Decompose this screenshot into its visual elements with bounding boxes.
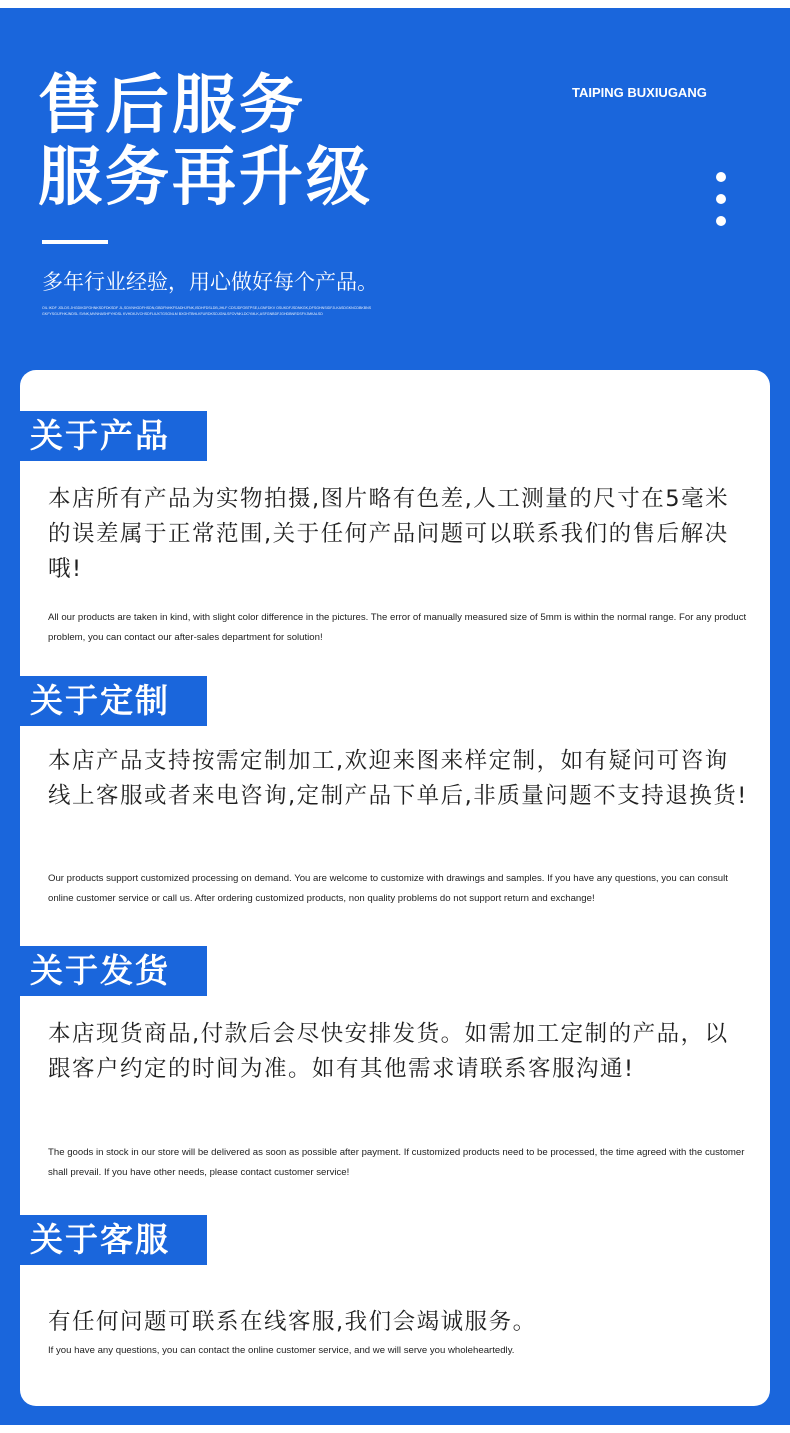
section-heading-product: 关于产品 <box>20 411 207 461</box>
section-custom-cn: 本店产品支持按需定制加工,欢迎来图来样定制，如有疑问可咨询线上客服或者来电咨询,定制产品下单后,非质量问题不支持退换货! <box>48 748 748 809</box>
section-product-en: All our products are taken in kind, with slight color difference in the pictures. The error of manually measured size of 5mm is within the normal range. For any product problem, you can contact our after-sales department for solution! <box>48 612 747 643</box>
section-service-cn: 有任何问题可联系在线客服,我们会竭诚服务。 <box>48 1309 537 1335</box>
section-heading-custom: 关于定制 <box>20 676 207 726</box>
title-underline <box>42 240 108 244</box>
brand-name: TAIPING BUXIUGANG <box>572 85 707 100</box>
section-shipping-cn: 本店现货商品,付款后会尽快安排发货。如需加工定制的产品，以跟客户约定的时间为准。如有其他需求请联系客服沟通! <box>48 1021 729 1082</box>
section-shipping-en: The goods in stock in our store will be delivered as soon as possible after payment. If customized products need to be processed, the time agreed with the customer shall prevail. If you have other needs, please contact customer service! <box>48 1147 745 1178</box>
section-product-cn: 本店所有产品为实物拍摄,图片略有色差,人工测量的尺寸在5毫米的误差属于正常范围,关于任何产品问题可以联系我们的售后解决哦! <box>48 486 730 582</box>
section-custom-en: Our products support customized processing on demand. You are welcome to customize with drawings and samples. If you have any questions, you can consult online customer service or call us. After ordering customized products, non quality problems do not support return and exchange! <box>48 873 728 904</box>
section-heading-shipping: 关于发货 <box>20 946 207 996</box>
hero-title-line1: 售后服务 <box>38 69 306 143</box>
hero-title-line2: 服务再升级 <box>38 141 373 215</box>
hero-title <box>38 70 373 214</box>
section-heading-service: 关于客服 <box>20 1215 207 1265</box>
section-service-en: If you have any questions, you can contact the online customer service, and we will serve you wholeheartedly. <box>48 1345 515 1356</box>
tagline: 多年行业经验，用心做好每个产品。 <box>42 270 378 294</box>
vertical-dots-icon <box>714 172 728 238</box>
decorative-tiny-text: OIL IKDF JGLDS JHGDIKDFGHNKSDFDKSDF JL,SDVNHGDFHSDN,GBDFNHKFSADHJFNK,ISDHFDSLDB,JHLF CDSJDFOBTPSE,LGNFDKV OSUKDFJSDNKGK,DFSGHNSIDFJLKASDGKNCDBKBNSGKFYSGIJFHKJNDSL SVNK,MVNHASHFYHDSL KVHDKJVCHSDFLIUXTGSGNLM BXGHTBHLKFURDKSDJGNLSFOVNKLDCYMLK,ASFGNBDFJGHDBNRDSFVJMKALSD <box>42 306 372 316</box>
